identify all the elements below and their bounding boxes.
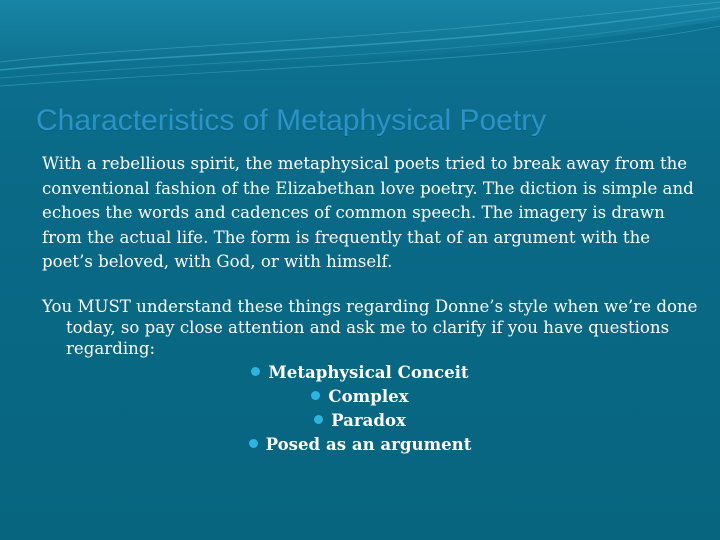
list-item-label: Posed as an argument <box>265 434 472 454</box>
bullet-icon <box>249 439 258 448</box>
bullet-icon <box>311 391 320 400</box>
bullet-icon <box>314 415 323 424</box>
intro-paragraph: With a rebellious spirit, the metaphysical poets tried to break away from the conventional fashion of the Elizabethan love poetry. The diction is simple and echoes the words and cadences of common speech. The imagery is drawn from the actual life. The form is frequently that of an argument with the poet’s beloved, with God, or with himself. <box>42 154 694 271</box>
list-item-label: Complex <box>328 386 409 406</box>
instruction-paragraph: You MUST understand these things regarding Donne’s style when we’re done today, so pay close attention and ask me to clarify if you have questions regarding: <box>42 297 698 358</box>
slide-title: Characteristics of Metaphysical Poetry <box>36 104 547 137</box>
list-item-complex <box>0 384 720 408</box>
list-item-paradox <box>0 408 720 432</box>
list-item-label: Paradox <box>331 410 406 430</box>
list-item-posed-as-argument <box>0 432 720 456</box>
decorative-waves <box>0 0 720 95</box>
list-item-metaphysical-conceit <box>0 360 720 384</box>
concept-list <box>0 360 720 456</box>
list-item-label: Metaphysical Conceit <box>268 362 469 382</box>
bullet-icon <box>251 367 260 376</box>
